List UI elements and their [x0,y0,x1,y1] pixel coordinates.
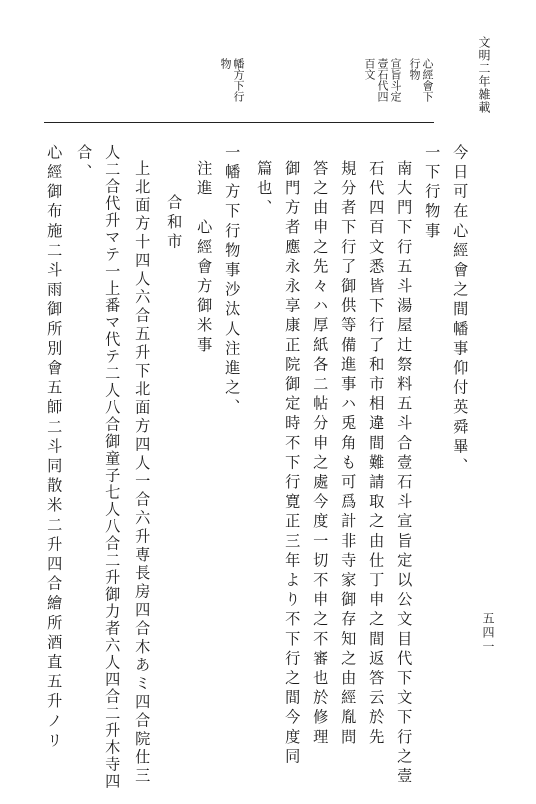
text-column-3: 南大門下行五斗湯屋辻祭料五斗合壹石斗宣旨定以公文目代下文下行之壹 [395,160,414,788]
headnote-2-line-2: 壹石代四 [376,58,389,102]
text-column-6: 答之由申之先々ハ厚紙各二帖分申之處今度一切不申之不審也於修理 [311,160,330,748]
text-column-12: 上北面方十四人六合五升下北面方四人一合六升専長房四合木あミ四合院仕三 [133,160,152,786]
text-column-13: 人二合代升マテ一上番マ代テ二人八合御童子七人八合二升御力者六人四合二升木寺四 [103,144,122,790]
text-column-2: 一下行物事 [423,144,442,242]
text-column-8: 篇也、 [255,160,274,219]
header-rule [44,122,434,123]
headnote-2-line-3: 百文 [363,58,376,80]
text-column-5: 規分者下行了御供等備進事ハ兎角も可爲計非寺家御存知之由經胤問 [339,160,358,748]
text-column-1: 今日可在心經會之間幡事仰付英舜畢、 [451,144,470,478]
headnote-1-line-2: 行物 [408,58,421,80]
text-column-14: 合、 [75,144,94,184]
headnote-1-line-1: 心經會下 [421,58,434,102]
text-column-4: 石代四百文悉皆下行了和市相違間難請取之由仕丁申之間返答云於先 [367,160,386,748]
headnote-3-line-1: 幡方下行 [232,58,245,102]
text-column-9: 一幡方下行物事沙汰人注進之、 [223,144,242,419]
text-column-11: 合和市 [165,194,184,253]
headnote-3-line-2: 物 [219,58,232,69]
text-column-7: 御門方者應永永享康正院御定時不下行寛正三年より不下行之間今度同 [283,160,302,768]
text-column-10: 注進 心經會方御米事 [195,160,214,356]
page-number: 五四一 [481,612,495,654]
headnote-2-line-1: 宣旨斗定 [389,58,402,102]
running-title: 文明二年雑載 [477,36,491,114]
text-column-15: 心經御布施二斗雨御所別會五師二斗同散米二升四合繪所酒直五升ノリ [45,144,64,752]
